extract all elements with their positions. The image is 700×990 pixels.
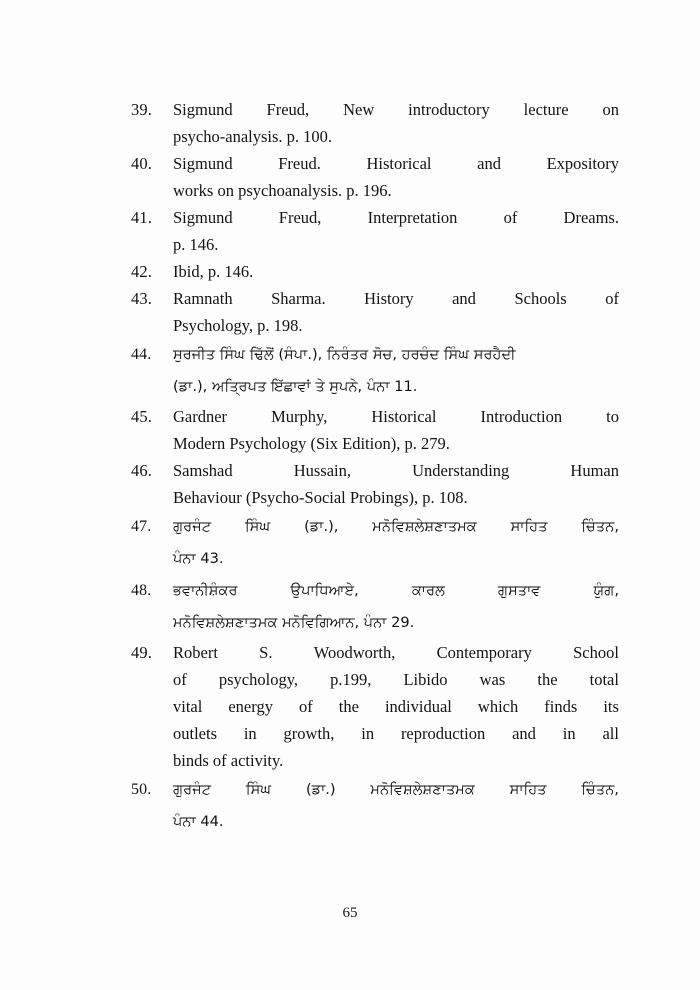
- reference-number: 50.: [131, 781, 152, 798]
- reference-line: ਪੰਨਾ 44.: [173, 813, 224, 830]
- reference-text: [173, 403, 619, 457]
- reference-text: [173, 96, 619, 150]
- reference-word: to: [606, 407, 619, 426]
- reference-word: in: [361, 724, 375, 743]
- reference-line: [173, 457, 619, 484]
- reference-word: ਭਵਾਨੀਸ਼ੰਕਰ: [173, 582, 238, 599]
- reference-line: [173, 150, 619, 177]
- reference-line: [173, 666, 619, 693]
- reference-word: Ramnath: [173, 289, 233, 308]
- reference-word: total: [589, 670, 619, 689]
- reference-line: [173, 639, 619, 666]
- reference-word: ਚਿੰਤਨ,: [581, 781, 619, 798]
- reference-word: ਮਨੋਵਿਸ਼ਲੇਸ਼ਣਾਤਮਕ: [370, 781, 475, 798]
- reference-word: growth,: [283, 724, 335, 743]
- reference-word: Sigmund: [173, 208, 233, 227]
- reference-word: the: [537, 670, 558, 689]
- reference-line: [173, 403, 619, 430]
- reference-line: [173, 96, 619, 123]
- reference-word: ਸਿੰਘ: [245, 781, 272, 798]
- reference-word: introductory: [408, 100, 490, 119]
- reference-word: on: [602, 100, 619, 119]
- reference-line: [173, 511, 619, 543]
- reference-number: 40.: [131, 154, 152, 173]
- reference-word: and: [512, 724, 536, 743]
- reference-word: Libido: [403, 670, 448, 689]
- reference-word: Understanding: [412, 461, 510, 480]
- reference-text: [173, 639, 619, 774]
- reference-word: lecture: [523, 100, 569, 119]
- reference-word: Robert: [173, 643, 218, 662]
- reference-word: Murphy,: [271, 407, 328, 426]
- reference-line: Modern Psychology (Six Edition), p. 279.: [173, 434, 450, 453]
- page-number: 65: [342, 905, 358, 921]
- reference-number: 48.: [131, 582, 152, 599]
- reference-number: 41.: [131, 208, 152, 227]
- reference-number: 44.: [131, 346, 152, 363]
- reference-word: of: [298, 697, 313, 716]
- reference-entry: [131, 403, 619, 457]
- reference-word: psychology,: [218, 670, 298, 689]
- reference-word: in: [243, 724, 257, 743]
- reference-word: Interpretation: [367, 208, 458, 227]
- reference-entry: [131, 96, 619, 150]
- reference-entry: [131, 457, 619, 511]
- reference-text: [173, 511, 619, 575]
- reference-word: ਗੁਰਜੰਟ: [173, 518, 212, 535]
- reference-line: [173, 575, 619, 607]
- reference-word: School: [573, 643, 619, 662]
- reference-word: Historical: [366, 154, 432, 173]
- reference-word: ਸਾਹਿਤ: [510, 518, 548, 535]
- reference-word: Freud,: [266, 100, 310, 119]
- reference-word: energy: [228, 697, 273, 716]
- reference-word: ਯੁੰਗ,: [593, 582, 619, 599]
- reference-line: ਪੰਨਾ 43.: [173, 550, 224, 567]
- reference-entry: [131, 511, 619, 575]
- reference-word: ਮਨੋਵਿਸ਼ਲੇਸ਼ਣਾਤਮਕ: [372, 518, 477, 535]
- reference-number: 49.: [131, 643, 152, 662]
- reference-word: ਕਾਰਲ: [411, 582, 445, 599]
- reference-word: Sigmund: [173, 154, 233, 173]
- reference-number: 43.: [131, 289, 152, 308]
- reference-line: ਸੁਰਜੀਤ ਸਿੰਘ ਢਿੱਲੋਂ (ਸੰਪਾ.), ਨਿਰੰਤਰ ਸੋਚ, ਹਰਚੰਦ ਸਿੰਘ ਸਰਹੈਦੀ: [173, 346, 516, 363]
- reference-entry: [131, 204, 619, 258]
- reference-word: (ਡਾ.): [305, 781, 336, 798]
- reference-word: p.199,: [330, 670, 372, 689]
- reference-word: ਗੁਸਤਾਵ: [497, 582, 541, 599]
- reference-word: Expository: [546, 154, 619, 173]
- reference-word: of: [503, 208, 518, 227]
- reference-word: ਸਿੰਘ: [244, 518, 271, 535]
- reference-word: the: [338, 697, 359, 716]
- reference-entry: [131, 774, 619, 838]
- reference-word: Introduction: [480, 407, 563, 426]
- reference-word: and: [452, 289, 476, 308]
- reference-line: Behaviour (Psycho-Social Probings), p. 108.: [173, 488, 468, 507]
- reference-line: binds of activity.: [173, 751, 284, 770]
- reference-word: Freud,: [278, 208, 322, 227]
- reference-text: [173, 339, 619, 403]
- reference-word: of: [605, 289, 619, 308]
- reference-number: 47.: [131, 518, 152, 535]
- reference-line: [173, 774, 619, 806]
- reference-word: Human: [570, 461, 619, 480]
- reference-word: Sharma.: [271, 289, 326, 308]
- reference-word: S.: [259, 643, 273, 662]
- reference-word: reproduction: [400, 724, 486, 743]
- reference-line: p. 146.: [173, 235, 219, 254]
- reference-word: of: [173, 670, 187, 689]
- reference-line: [173, 285, 619, 312]
- reference-number: 46.: [131, 461, 152, 480]
- reference-text: [173, 204, 619, 258]
- reference-word: ਗੁਰਜੰਟ: [173, 781, 212, 798]
- reference-number: 42.: [131, 262, 152, 281]
- reference-entry: [131, 339, 619, 403]
- reference-entry: [131, 639, 619, 774]
- reference-text: [173, 150, 619, 204]
- reference-word: ਚਿੰਤਨ,: [581, 518, 619, 535]
- reference-word: Schools: [514, 289, 567, 308]
- reference-word: Freud.: [278, 154, 321, 173]
- reference-list: [131, 96, 619, 838]
- reference-text: [173, 774, 619, 838]
- reference-number: 39.: [131, 100, 152, 119]
- reference-text: [173, 258, 619, 285]
- reference-word: finds: [544, 697, 578, 716]
- reference-text: [173, 575, 619, 639]
- reference-word: Gardner: [173, 407, 228, 426]
- reference-word: ਸਾਹਿਤ: [509, 781, 547, 798]
- reference-word: vital: [173, 697, 203, 716]
- reference-entry: [131, 575, 619, 639]
- reference-word: all: [602, 724, 619, 743]
- reference-entry: [131, 150, 619, 204]
- reference-word: in: [562, 724, 576, 743]
- reference-line: [173, 693, 619, 720]
- reference-word: Woodworth,: [313, 643, 396, 662]
- reference-word: individual: [384, 697, 452, 716]
- reference-word: Samshad: [173, 461, 233, 480]
- reference-word: (ਡਾ.),: [304, 518, 339, 535]
- reference-line: psycho-analysis. p. 100.: [173, 127, 333, 146]
- reference-word: Sigmund: [173, 100, 233, 119]
- reference-word: Historical: [371, 407, 437, 426]
- reference-entry: [131, 285, 619, 339]
- reference-word: which: [477, 697, 519, 716]
- reference-word: outlets: [173, 724, 217, 743]
- reference-line: Ibid, p. 146.: [173, 262, 254, 281]
- reference-line: (ਡਾ.), ਅਤ੍ਰਿਪਤ ਇੱਛਾਵਾਂ ਤੇ ਸੁਪਨੇ, ਪੰਨਾ 11.: [173, 378, 418, 395]
- reference-line: [173, 204, 619, 231]
- reference-word: Contemporary: [436, 643, 532, 662]
- reference-word: was: [479, 670, 506, 689]
- reference-word: and: [477, 154, 501, 173]
- reference-text: [173, 457, 619, 511]
- reference-word: Dreams.: [563, 208, 619, 227]
- reference-line: Psychology, p. 198.: [173, 316, 303, 335]
- reference-number: 45.: [131, 407, 152, 426]
- reference-line: [173, 720, 619, 747]
- reference-word: History: [364, 289, 414, 308]
- reference-entry: [131, 258, 619, 285]
- reference-word: ਉਪਾਧਿਆਏ,: [290, 582, 359, 599]
- reference-line: works on psychoanalysis. p. 196.: [173, 181, 392, 200]
- reference-word: Hussain,: [293, 461, 352, 480]
- reference-word: its: [603, 697, 619, 716]
- reference-word: New: [343, 100, 375, 119]
- reference-line: ਮਨੋਵਿਸ਼ਲੇਸ਼ਣਾਤਮਕ ਮਨੋਵਿਗਿਆਨ, ਪੰਨਾ 29.: [173, 614, 415, 631]
- reference-text: [173, 285, 619, 339]
